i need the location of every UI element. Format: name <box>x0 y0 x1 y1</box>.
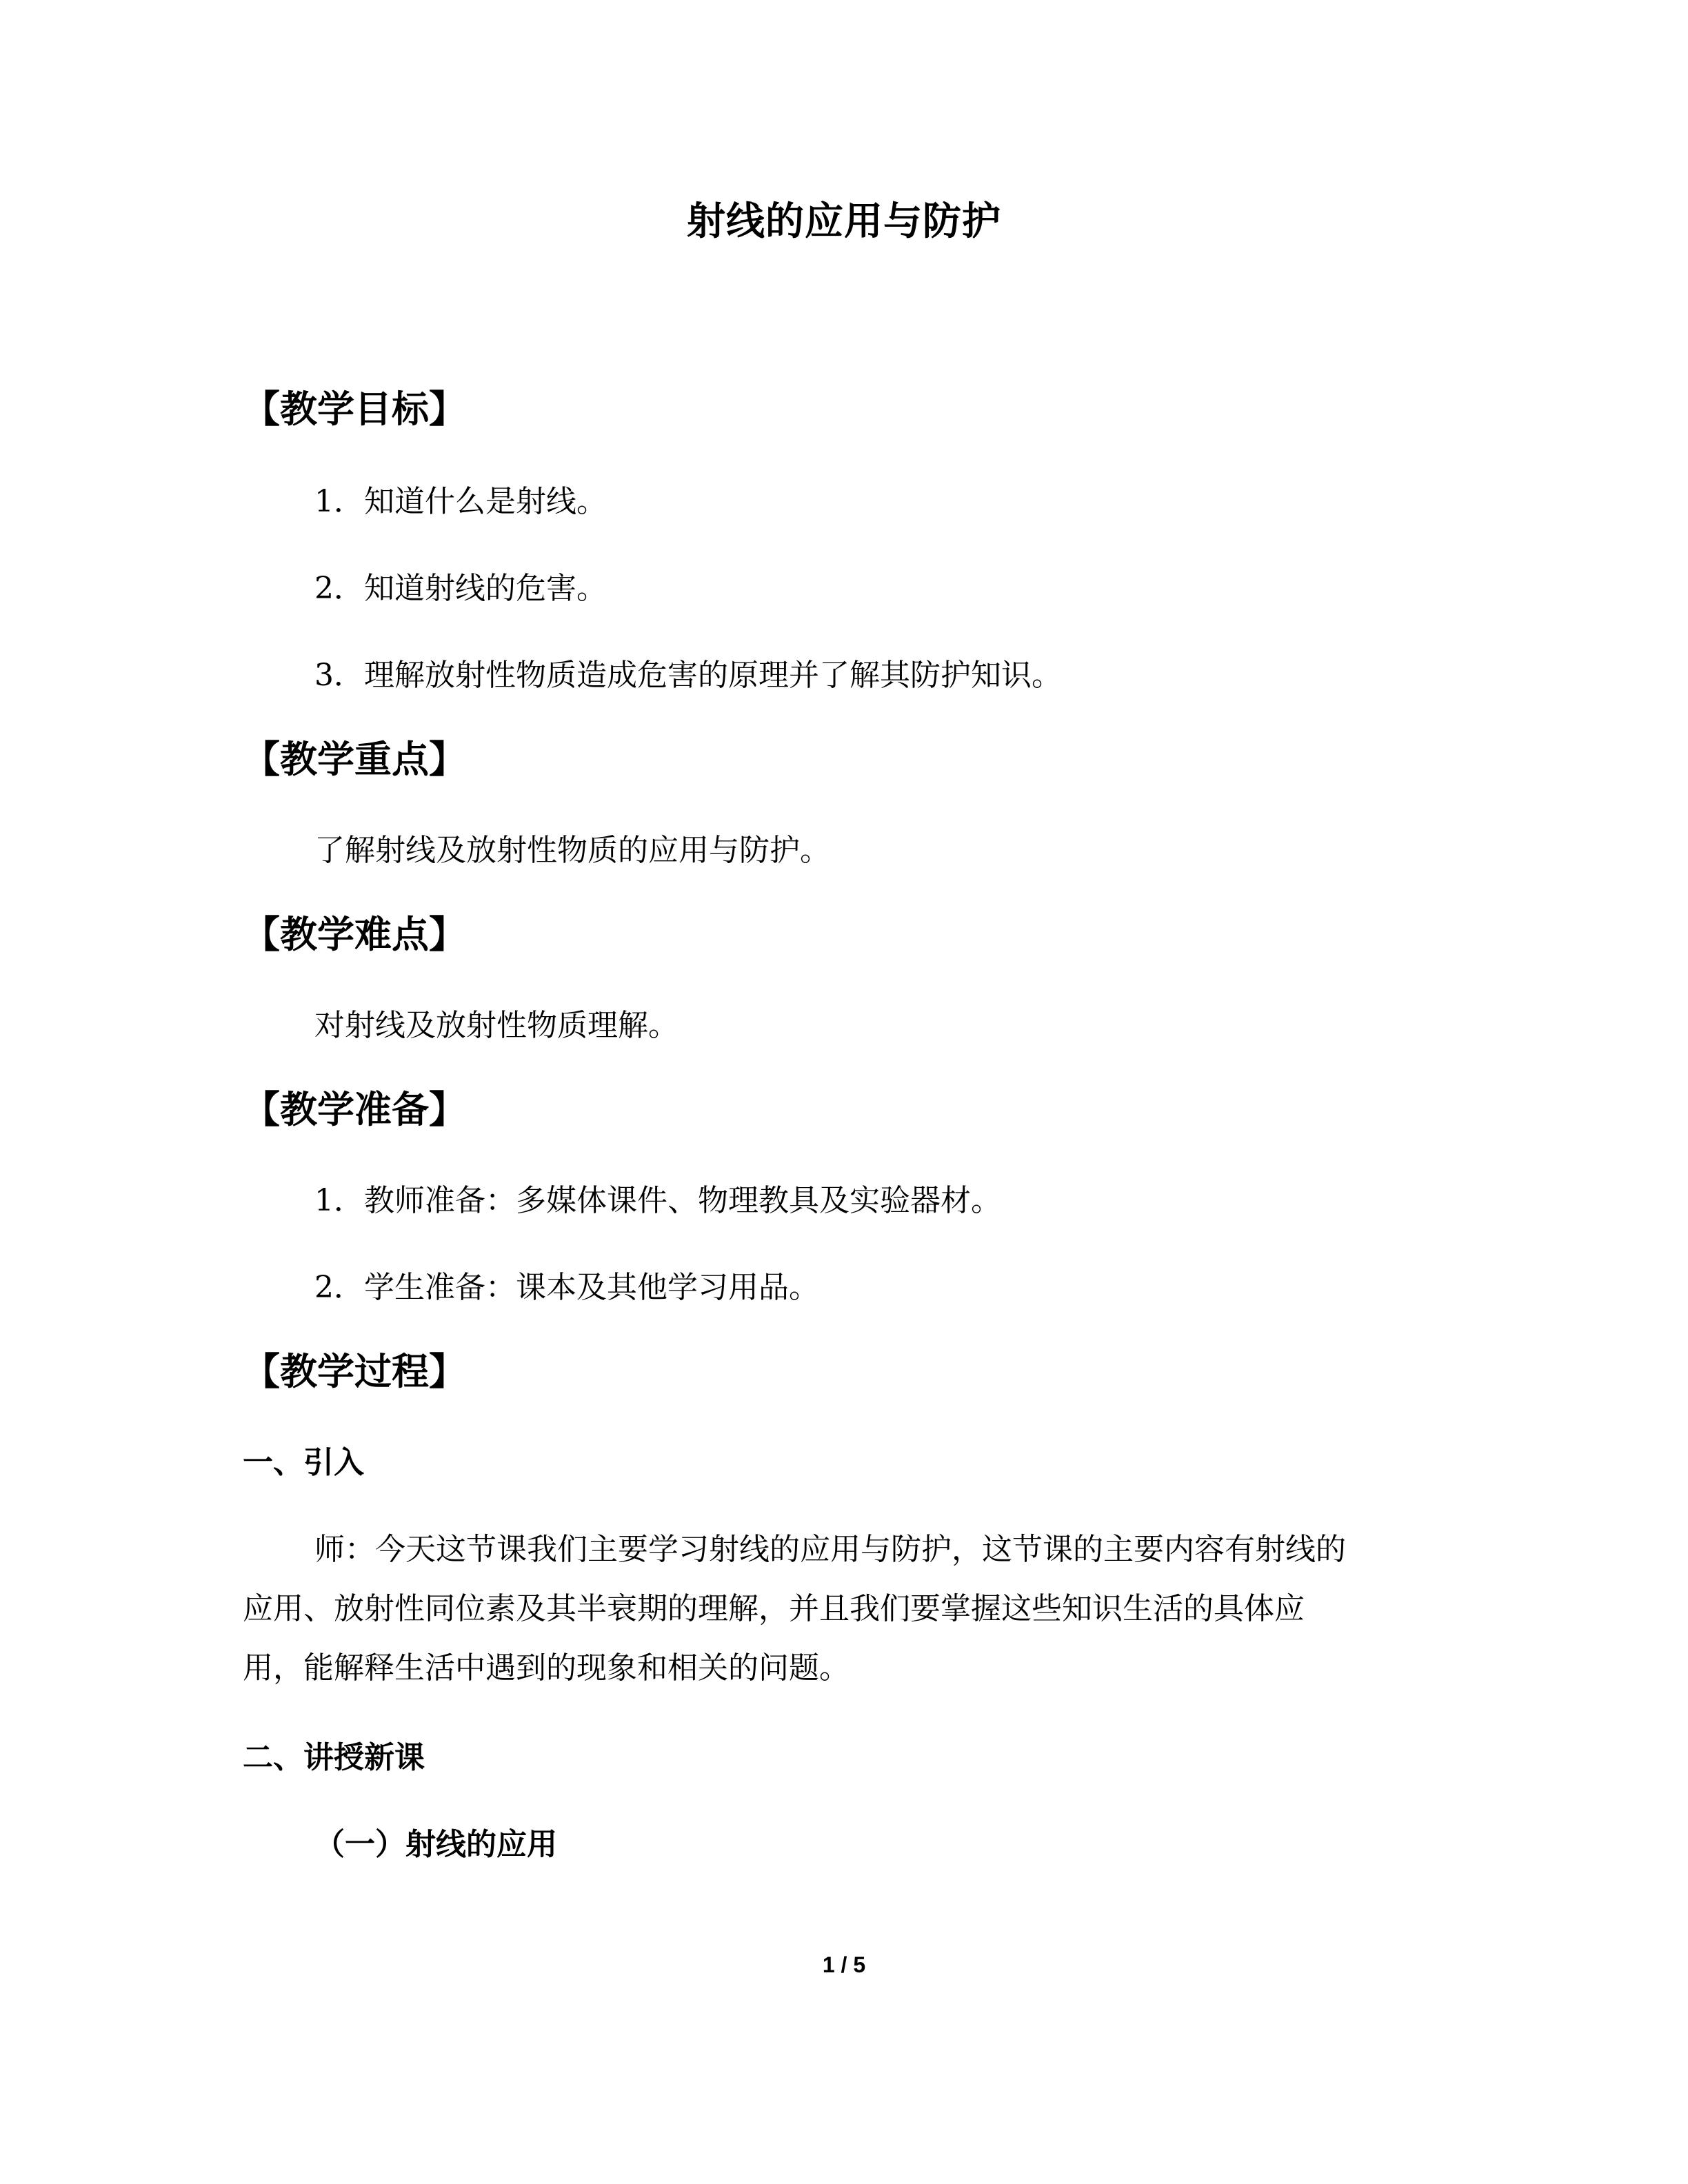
objectives-heading: 【教学目标】 <box>243 387 466 431</box>
objective-item: 1．知道什么是射线。 <box>314 484 607 519</box>
intro-heading: 一、引入 <box>243 1445 364 1480</box>
key-points-text: 了解射线及放射性物质的应用与防护。 <box>314 833 830 868</box>
intro-paragraph-line: 用，能解释生活中遇到的现象和相关的问题。 <box>243 1650 850 1686</box>
objective-item: 2．知道射线的危害。 <box>314 571 607 606</box>
subsection-heading: （一）射线的应用 <box>314 1827 557 1862</box>
intro-paragraph-line: 应用、放射性同位素及其半衰期的理解，并且我们要掌握这些知识生活的具体应 <box>243 1591 1305 1626</box>
intro-paragraph-line: 师：今天这节课我们主要学习射线的应用与防护，这节课的主要内容有射线的 <box>314 1532 1346 1567</box>
new-lesson-heading: 二、讲授新课 <box>243 1740 425 1775</box>
document-title: 射线的应用与防护 <box>687 199 1001 244</box>
page-number: 1 / 5 <box>822 1952 866 1977</box>
objective-item: 3．理解放射性物质造成危害的原理并了解其防护知识。 <box>314 658 1062 693</box>
process-heading: 【教学过程】 <box>243 1350 466 1393</box>
key-points-heading: 【教学重点】 <box>243 738 466 781</box>
preparation-item: 1．教师准备：多媒体课件、物理教具及实验器材。 <box>314 1183 1001 1218</box>
preparation-item: 2．学生准备：课本及其他学习用品。 <box>314 1270 819 1305</box>
preparation-heading: 【教学准备】 <box>243 1088 466 1131</box>
difficulties-heading: 【教学难点】 <box>243 913 466 956</box>
difficulties-text: 对射线及放射性物质理解。 <box>314 1008 679 1043</box>
